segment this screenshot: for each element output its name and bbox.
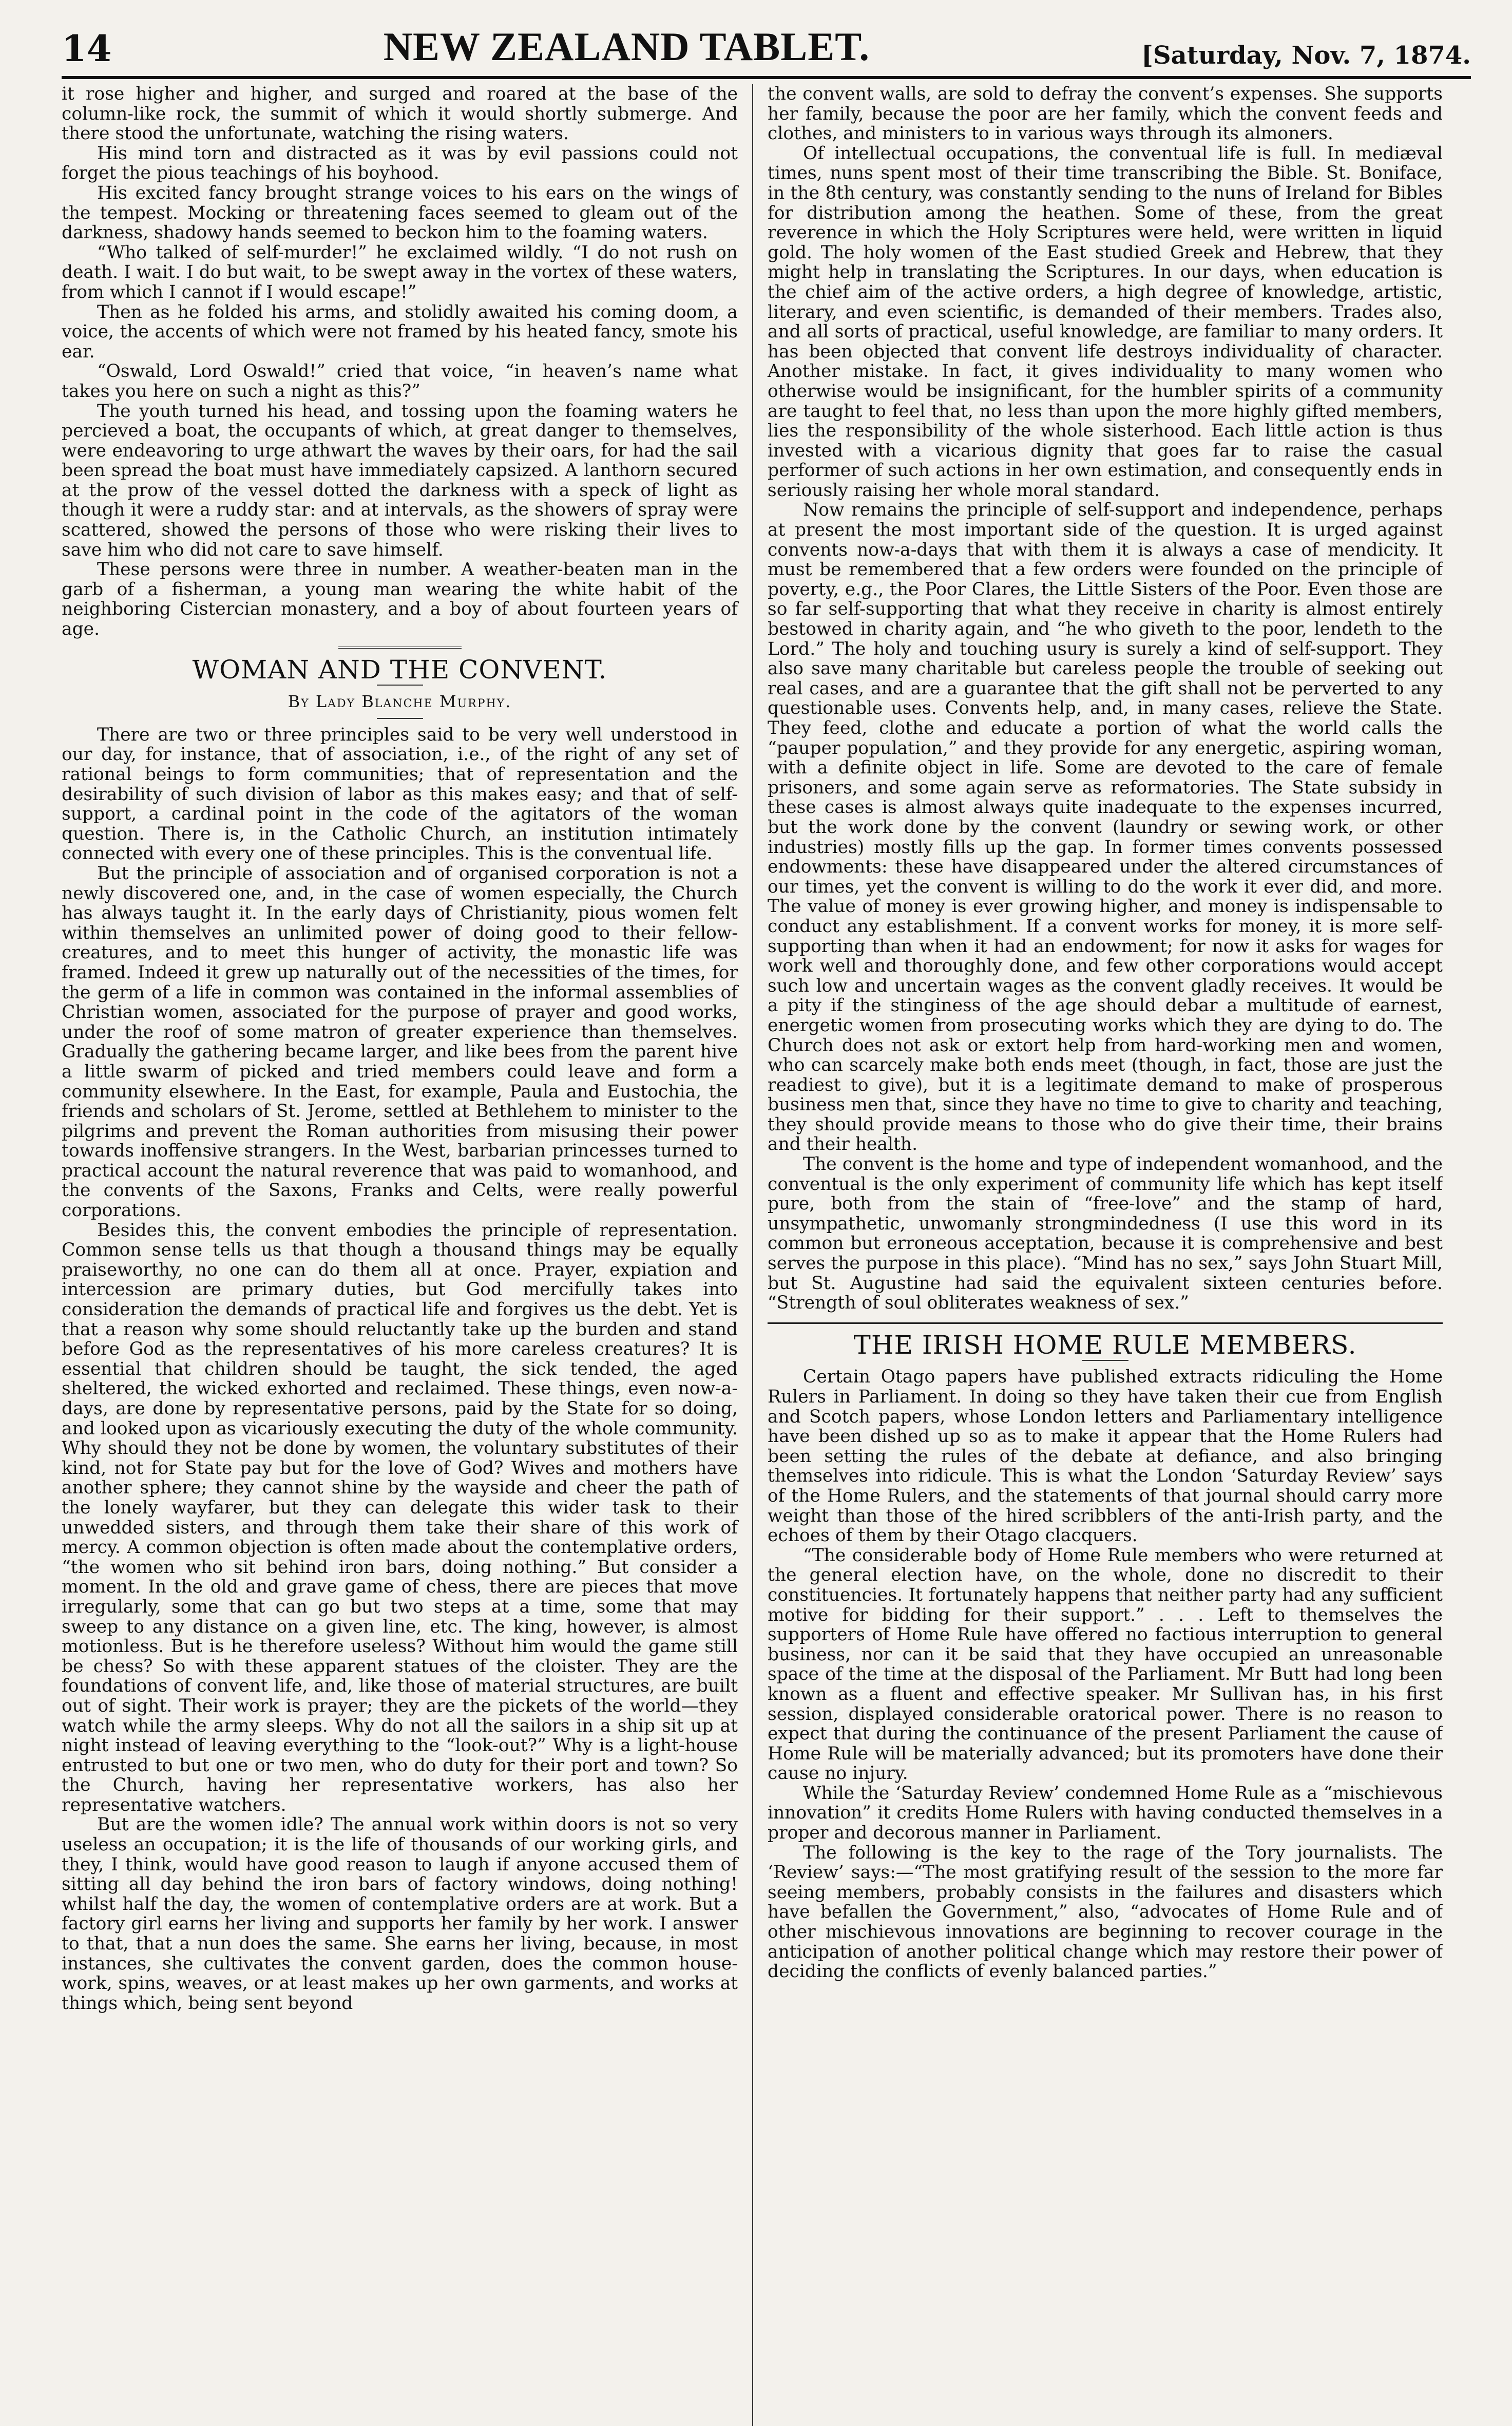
home-rule-paragraph: “The considerable body of Home Rule members who were returned at the general election have, on the whole, done no discredit to their constituencies. It fortunately happens that neither party had any sufficient motive for bidding for their support.” . . . Left to themselves the supporters of Home Rule have offered no factious interruption to general business, nor can it be said that they have occupied an unreasonable space of the time at the disposal of the Parliament. Mr Butt had long been known as a fluent and effective speaker. Mr Sullivan has, in his first session, displayed considerable oratorical power. There is no reason to expect that during the continuance of the present Parliament the cause of Home Rule will be materially advanced; but its promoters have done their cause no injury. bbox=[768, 1545, 1443, 1784]
article-paragraph: But are the women idle? The annual work within doors is not so very useless an occupation; it is the life of thousands of our working girls, and they, I think, would have good reason to laugh if anyone accused them of sitting all day behind the iron bars of factory windows, doing nothing! whilst half the day, the women of contemplative orders are at work. But a factory girl earns her living and supports her family by her work. I answer to that, that a nun does the same. She earns her living, because, in most instances, she cultivates the convent garden, does the common house-work, spins, weaves, or at least makes up her own garments, and works at things which, being sent beyond bbox=[62, 1814, 738, 2014]
story-paragraph: “Who talked of self-murder!” he exclaimed wildly. “I do not rush on death. I wait. I do but wait, to be swept away in the vortex of these waters, from which I cannot if I would escape!” bbox=[62, 242, 738, 302]
article-body bbox=[62, 725, 738, 2014]
home-rule-paragraph: Certain Otago papers have published extracts ridiculing the Home Rulers in Parliament. In doing so they have taken their cue from English and Scotch papers, whose London letters and Parliamentary intelligence have been dished up so as to make it appear that the Home Rulers had been setting the rules of the debate at defiance, and also bringing themselves into ridicule. This is what the London ‘Saturday Review’ says of the Home Rulers, and the statements of that journal should carry more weight than those of the hired scribblers of the anti-Irish party, and the echoes of them by their Otago clacquers. bbox=[768, 1367, 1443, 1546]
columns bbox=[62, 84, 1471, 2426]
home-rule-paragraph: The following is the key to the rage of the Tory journalists. The ‘Review’ says:—“The most gratifying result of the session to the more far seeing members, probably consists in the failures and disasters which have befallen the Government,” also, “advocates of Home Rule and of other mischievous innovations are beginning to recover courage in the anticipation of another political change which may restore their power of deciding the conflicts of evenly balanced parties.” bbox=[768, 1842, 1443, 1982]
story-paragraph: it rose higher and higher, and surged and roared at the base of the column-like rock, the summit of which it would shortly submerge. And there stood the unfortunate, watching the rising waters. bbox=[62, 84, 738, 144]
article-paragraph: Of intellectual occupations, the conventual life is full. In mediæval times, nuns spent most of their time transcribing the Bible. St. Boniface, in the 8th century, was constantly sending to the nuns of Ireland for Bibles for distribution among the heathen. Some of these, from the great reverence in which the Holy Scriptures were held, were written in liquid gold. The holy women of the East studied Greek and Hebrew, that they might help in translating the Scriptures. In our days, when education is the chief aim of the active orders, a high degree of knowledge, artistic, literary, and even scientific, is demanded of their members. Trades also, and all sorts of practical, useful knowledge, are familiar to many orders. It has been objected that convent life destroys individuality of character. Another mistake. In fact, it gives individuality to many women who otherwise would be insignificant, for the humbler spirits of a community are taught to feel that, no less than upon the more highly gifted members, lies the responsibility of the whole sisterhood. Each little action is thus invested with a vicarious dignity that goes far to raise the casual performer of such actions in her own estimation, and consequently ends in seriously raising her whole moral standard. bbox=[768, 143, 1443, 501]
story-continuation bbox=[62, 84, 738, 639]
article-byline: By Lady Blanche Murphy. bbox=[288, 692, 512, 712]
article-paragraph: Now remains the principle of self-support and independence, perhaps at present the most important side of the question. It is urged against convents now-a-days that with them it is always a case of mendicity. It must be remembered that a few orders were founded on the principle of poverty, e.g., the Poor Clares, the Little Sisters of the Poor. Even those are so far self-supporting that what they receive in charity is almost entirely bestowed in charity again, and “he who giveth to the poor, lendeth to the Lord.” The holy and touching usury is surely a kind of self-support. They also save many charitable but careless people the trouble of seeking out real cases, and are a guarantee that the gift shall not be perverted to any questionable uses. Convents help, and, in many cases, relieve the State. They feed, clothe and educate a portion of what the world calls the “pauper population,” and they provide for any energetic, aspiring woman, with a definite object in life. Some are devoted to the care of female prisoners, and some again serve as reformatories. The State subsidy in these cases is almost always quite inadequate to the expenses incurred, but the work done by the convent (laundry or sewing work, or other industries) mostly fills up the gap. In former times convents possessed endowments: these have disappeared under the altered circumstances of our times, yet the convent is willing to do the work it ever did, and more. The value of money is ever growing higher, and money is indispensable to conduct any establishment. If a convent works for money, it is more self-supporting than when it had an endowment; for now it asks for wages for work well and thoroughly done, and few other corporations would accept such low and uncertain wages as the convent gladly receives. It would be a pity if the stinginess of the age should debar a multitude of earnest, energetic women from prosecuting works which they are dying to do. The Church does not ask or extort help from hard-working men and women, who can scarcely make both ends meet (though, in fact, those are just the readiest to give), but it is a legitimate demand to make of prosperous business men that, since they have no time to give to charity and teaching, they should provide means to those who do give their time, their brains and their health. bbox=[768, 500, 1443, 1155]
article-paragraph: Besides this, the convent embodies the principle of representation. Common sense tells us that though a thousand things may be equally praiseworthy, no one can do them all at once. Prayer, expiation and intercession are primary duties, but God mercifully takes into consideration the demands of practical life and forgives us the debt. Yet is that a reason why some should reluctantly take up the burden and stand before God as the representatives of his more careless creatures? It is essential that children should be taught, the sick tended, the aged sheltered, the wicked exhorted and reclaimed. These things, even now-a-days, are done by representative persons, paid by the State for so doing, and looked upon as vicariously executing the duty of the whole community. Why should they not be done by women, the voluntary substitutes of their kind, not for State pay but for the love of God? Wives and mothers have another sphere; they cannot shine by the wayside and cheer the path of the lonely wayfarer, but they can delegate this wider task to their unwedded sisters, and through them take their share of this work of mercy. A common objection is often made about the contemplative orders, “the women who sit behind iron bars, doing nothing.” But consider a moment. In the old and grave game of chess, there are pieces that move irregularly, some that can go but two steps at a time, some that may sweep to any distance on a given line, etc. The king, however, is almost motionless. But is he therefore useless? Without him would the game still be chess? So with these apparent statues of the cloister. They are the foundations of convent life, and, like those of material structures, are built out of sight. Their work is prayer; they are the pickets of the world—they watch while the army sleeps. Why do not all the sailors in a ship sit up at night instead of leaving everything to the “look-out?” Why is a light-house entrusted to but one or two men, who do duty for their port and town? So the Church, having her representative workers, has also her representative watchers. bbox=[62, 1220, 738, 1815]
left-column bbox=[62, 84, 752, 2426]
article-title: WOMAN AND THE CONVENT. bbox=[192, 654, 607, 685]
story-paragraph: These persons were three in number. A weather-beaten man in the garb of a fisherman, a young man wearing the white habit of the neighboring Cistercian monastery, and a boy of about fourteen years of age. bbox=[62, 559, 738, 640]
title-underline bbox=[1082, 1360, 1128, 1361]
section-divider bbox=[768, 1322, 1443, 1324]
title-underline bbox=[377, 685, 423, 686]
masthead-rule bbox=[62, 76, 1471, 79]
story-paragraph: His mind torn and distracted as it was by evil passions could not forget the pious teachings of his boyhood. bbox=[62, 143, 738, 184]
page-number: 14 bbox=[62, 27, 112, 70]
home-rule-title: THE IRISH HOME RULE MEMBERS. bbox=[853, 1330, 1357, 1360]
paper-title: NEW ZEALAND TABLET. bbox=[383, 24, 870, 69]
article-paragraph: There are two or three principles said to be very well understood in our day, for instance, that of association, i.e., of the right of any set of rational beings to form communities; that of representation and the desirability of such division of labor as this makes easy; and that of self-support, a cardinal point in the code of the agitators of the woman question. There is, in the Catholic Church, an institution intimately connected with every one of these principles. This is the conventual life. bbox=[62, 724, 738, 864]
masthead bbox=[62, 21, 1471, 70]
right-column bbox=[752, 84, 1443, 2426]
story-paragraph: The youth turned his head, and tossing upon the foaming waters he percieved a boat, the occupants of which, at great danger to themselves, were endeavoring to urge athwart the waves by their oars, for had the sail been spread the boat must have immediately capsized. A lanthorn secured at the prow of the vessel dotted the darkness with a speck of light as though it were a ruddy star: and at intervals, as the showers of spray were scattered, showed the persons of those who were risking their lives to save him who did not care to save himself. bbox=[62, 401, 738, 560]
home-rule-paragraph: While the ‘Saturday Review’ condemned Home Rule as a “mischievous innovation” it credits Home Rulers with having conducted themselves in a proper and decorous manner in Parliament. bbox=[768, 1783, 1443, 1844]
byline-underline bbox=[377, 718, 423, 719]
story-paragraph: His excited fancy brought strange voices to his ears on the wings of the tempest. Mocking or threatening faces seemed to gleam out of the darkness, shadowy hands seemed to beckon him to the foaming waters. bbox=[62, 182, 738, 243]
article-paragraph: The convent is the home and type of independent womanhood, and the conventual is the only experiment of community life which has kept itself pure, both from the stain of “free-love” and the stamp of hard, unsympathetic, unwomanly strongmindedness (I use this word in its common but erroneous acceptation, because it is comprehensive and best serves the purpose in this place). “Mind has no sex,” says John Stuart Mill, but St. Augustine had said the equivalent sixteen centuries before. “Strength of soul obliterates weakness of sex.” bbox=[768, 1154, 1443, 1314]
article-paragraph: the convent walls, are sold to defray the convent’s expenses. She supports her family, because the poor are her family, which the convent feeds and clothes, and ministers to in various ways through its almoners. bbox=[768, 84, 1443, 144]
home-rule-body bbox=[768, 1367, 1443, 1981]
article-paragraph: But the principle of association and of organised corporation is not a newly discovered one, and, in the case of women especially, the Church has always taught it. In the early days of Christianity, pious women felt within themselves an unlimited power of doing good to their fellow-creatures, and to meet this hunger of activity, the monastic life was framed. Indeed it grew up naturally out of the necessities of the times, for the germ of a life in common was contained in the informal assemblies of Christian women, associated for the purpose of prayer and good works, under the roof of some matron of greater experience than themselves. Gradually the gathering became larger, and like bees from the parent hive a little swarm of picked and tried members could leave and form a community elsewhere. In the East, for example, Paula and Eustochia, the friends and scholars of St. Jerome, settled at Bethlehem to minister to the pilgrims and prevent the Roman authorities from misusing their power towards inoffensive strangers. In the West, barbarian princesses turned to practical account the natural reverence that was paid to womanhood, and the convents of the Saxons, Franks and Celts, were really powerful corporations. bbox=[62, 863, 738, 1221]
story-paragraph: Then as he folded his arms, and stolidly awaited his coming doom, a voice, the accents of which were not framed by his heated fancy, smote his ear. bbox=[62, 301, 738, 362]
issue-date: [Saturday, Nov. 7, 1874. bbox=[1141, 41, 1471, 70]
section-divider bbox=[338, 647, 462, 649]
story-paragraph: “Oswald, Lord Oswald!” cried that voice, “in heaven’s name what takes you here on such a night as this?” bbox=[62, 361, 738, 402]
article-continuation bbox=[768, 84, 1443, 1313]
